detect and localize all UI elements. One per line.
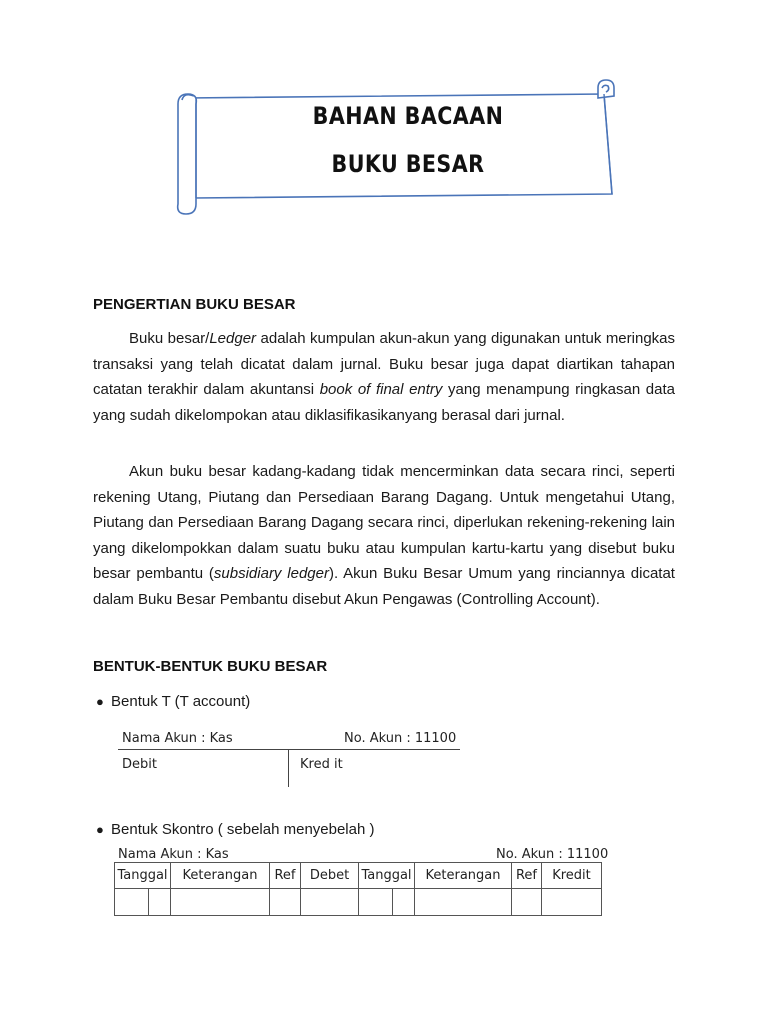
t-account-number: No. Akun : 11100	[344, 731, 457, 746]
table-cell	[542, 889, 602, 916]
t-account-vertical-line	[288, 749, 289, 787]
table-cell	[415, 889, 512, 916]
table-cell	[359, 889, 393, 916]
t-account-diagram	[118, 728, 460, 788]
table-cell	[149, 889, 171, 916]
t-account-debit-label: Debit	[122, 757, 157, 772]
skontro-header-cell: Kredit	[542, 863, 602, 889]
table-cell	[115, 889, 149, 916]
paragraph-definition: Buku besar/Ledger adalah kumpulan akun-akun yang digunakan untuk meringkas transaksi yang telah dicatat dalam jurnal. Buku besar juga dapat diartikan tahapan catatan terakhir dalam akuntansi book of final entry yang menampung ringkasan data yang sudah dikelompokan atau diklasifikasikanyang berasal dari jurnal.	[93, 330, 676, 424]
table-cell	[301, 889, 359, 916]
banner-title-line2: BUKU BESAR	[331, 150, 485, 178]
table-cell	[512, 889, 542, 916]
skontro-table	[114, 862, 602, 916]
skontro-header-cell: Tanggal	[359, 863, 415, 889]
bullet-dot-icon: ●	[96, 822, 104, 837]
skontro-empty-row	[115, 889, 602, 916]
skontro-header-cell: Tanggal	[115, 863, 171, 889]
table-cell	[171, 889, 270, 916]
skontro-header-cell: Keterangan	[171, 863, 270, 889]
scroll-shape	[172, 78, 622, 218]
skontro-header-row	[115, 863, 602, 889]
skontro-account-number: No. Akun : 11100	[496, 847, 609, 862]
t-account-kredit-label: Kred it	[300, 757, 343, 772]
section-heading-bentuk: BENTUK-BENTUK BUKU BESAR	[93, 658, 328, 675]
banner-title-line1: BAHAN BACAAN	[312, 102, 504, 130]
bullet-dot-icon: ●	[96, 694, 104, 709]
skontro-header-cell: Keterangan	[415, 863, 512, 889]
table-cell	[270, 889, 301, 916]
skontro-header-cell: Ref	[512, 863, 542, 889]
title-scroll-banner	[172, 78, 622, 218]
paragraph-subsidiary: Akun buku besar kadang-kadang tidak mencerminkan data secara rinci, seperti rekening Utang, Piutang dan Persediaan Barang Dagang. Untuk mengetahui Utang, Piutang dan Persediaan Barang Dagang secara rinci, diperlukan rekening-rekening lain yang dikelompokkan dalam suatu buku atau kumpulan kartu-kartu yang disebut buku besar pembantu (subsidiary ledger). Akun Buku Besar Umum yang rinciannya dicatat dalam Buku Besar Pembantu disebut Akun Pengawas (Controlling Account).	[93, 463, 675, 608]
table-cell	[393, 889, 415, 916]
bullet-skontro: ● Bentuk Skontro ( sebelah menyebelah )	[96, 821, 375, 838]
skontro-header-cell: Ref	[270, 863, 301, 889]
t-account-horizontal-line	[118, 749, 460, 750]
skontro-header-cell: Debet	[301, 863, 359, 889]
skontro-account-name: Nama Akun : Kas	[118, 847, 229, 862]
t-account-name: Nama Akun : Kas	[122, 731, 233, 746]
section-heading-pengertian: PENGERTIAN BUKU BESAR	[93, 296, 296, 313]
bullet-t-account: ● Bentuk T (T account)	[96, 693, 251, 710]
